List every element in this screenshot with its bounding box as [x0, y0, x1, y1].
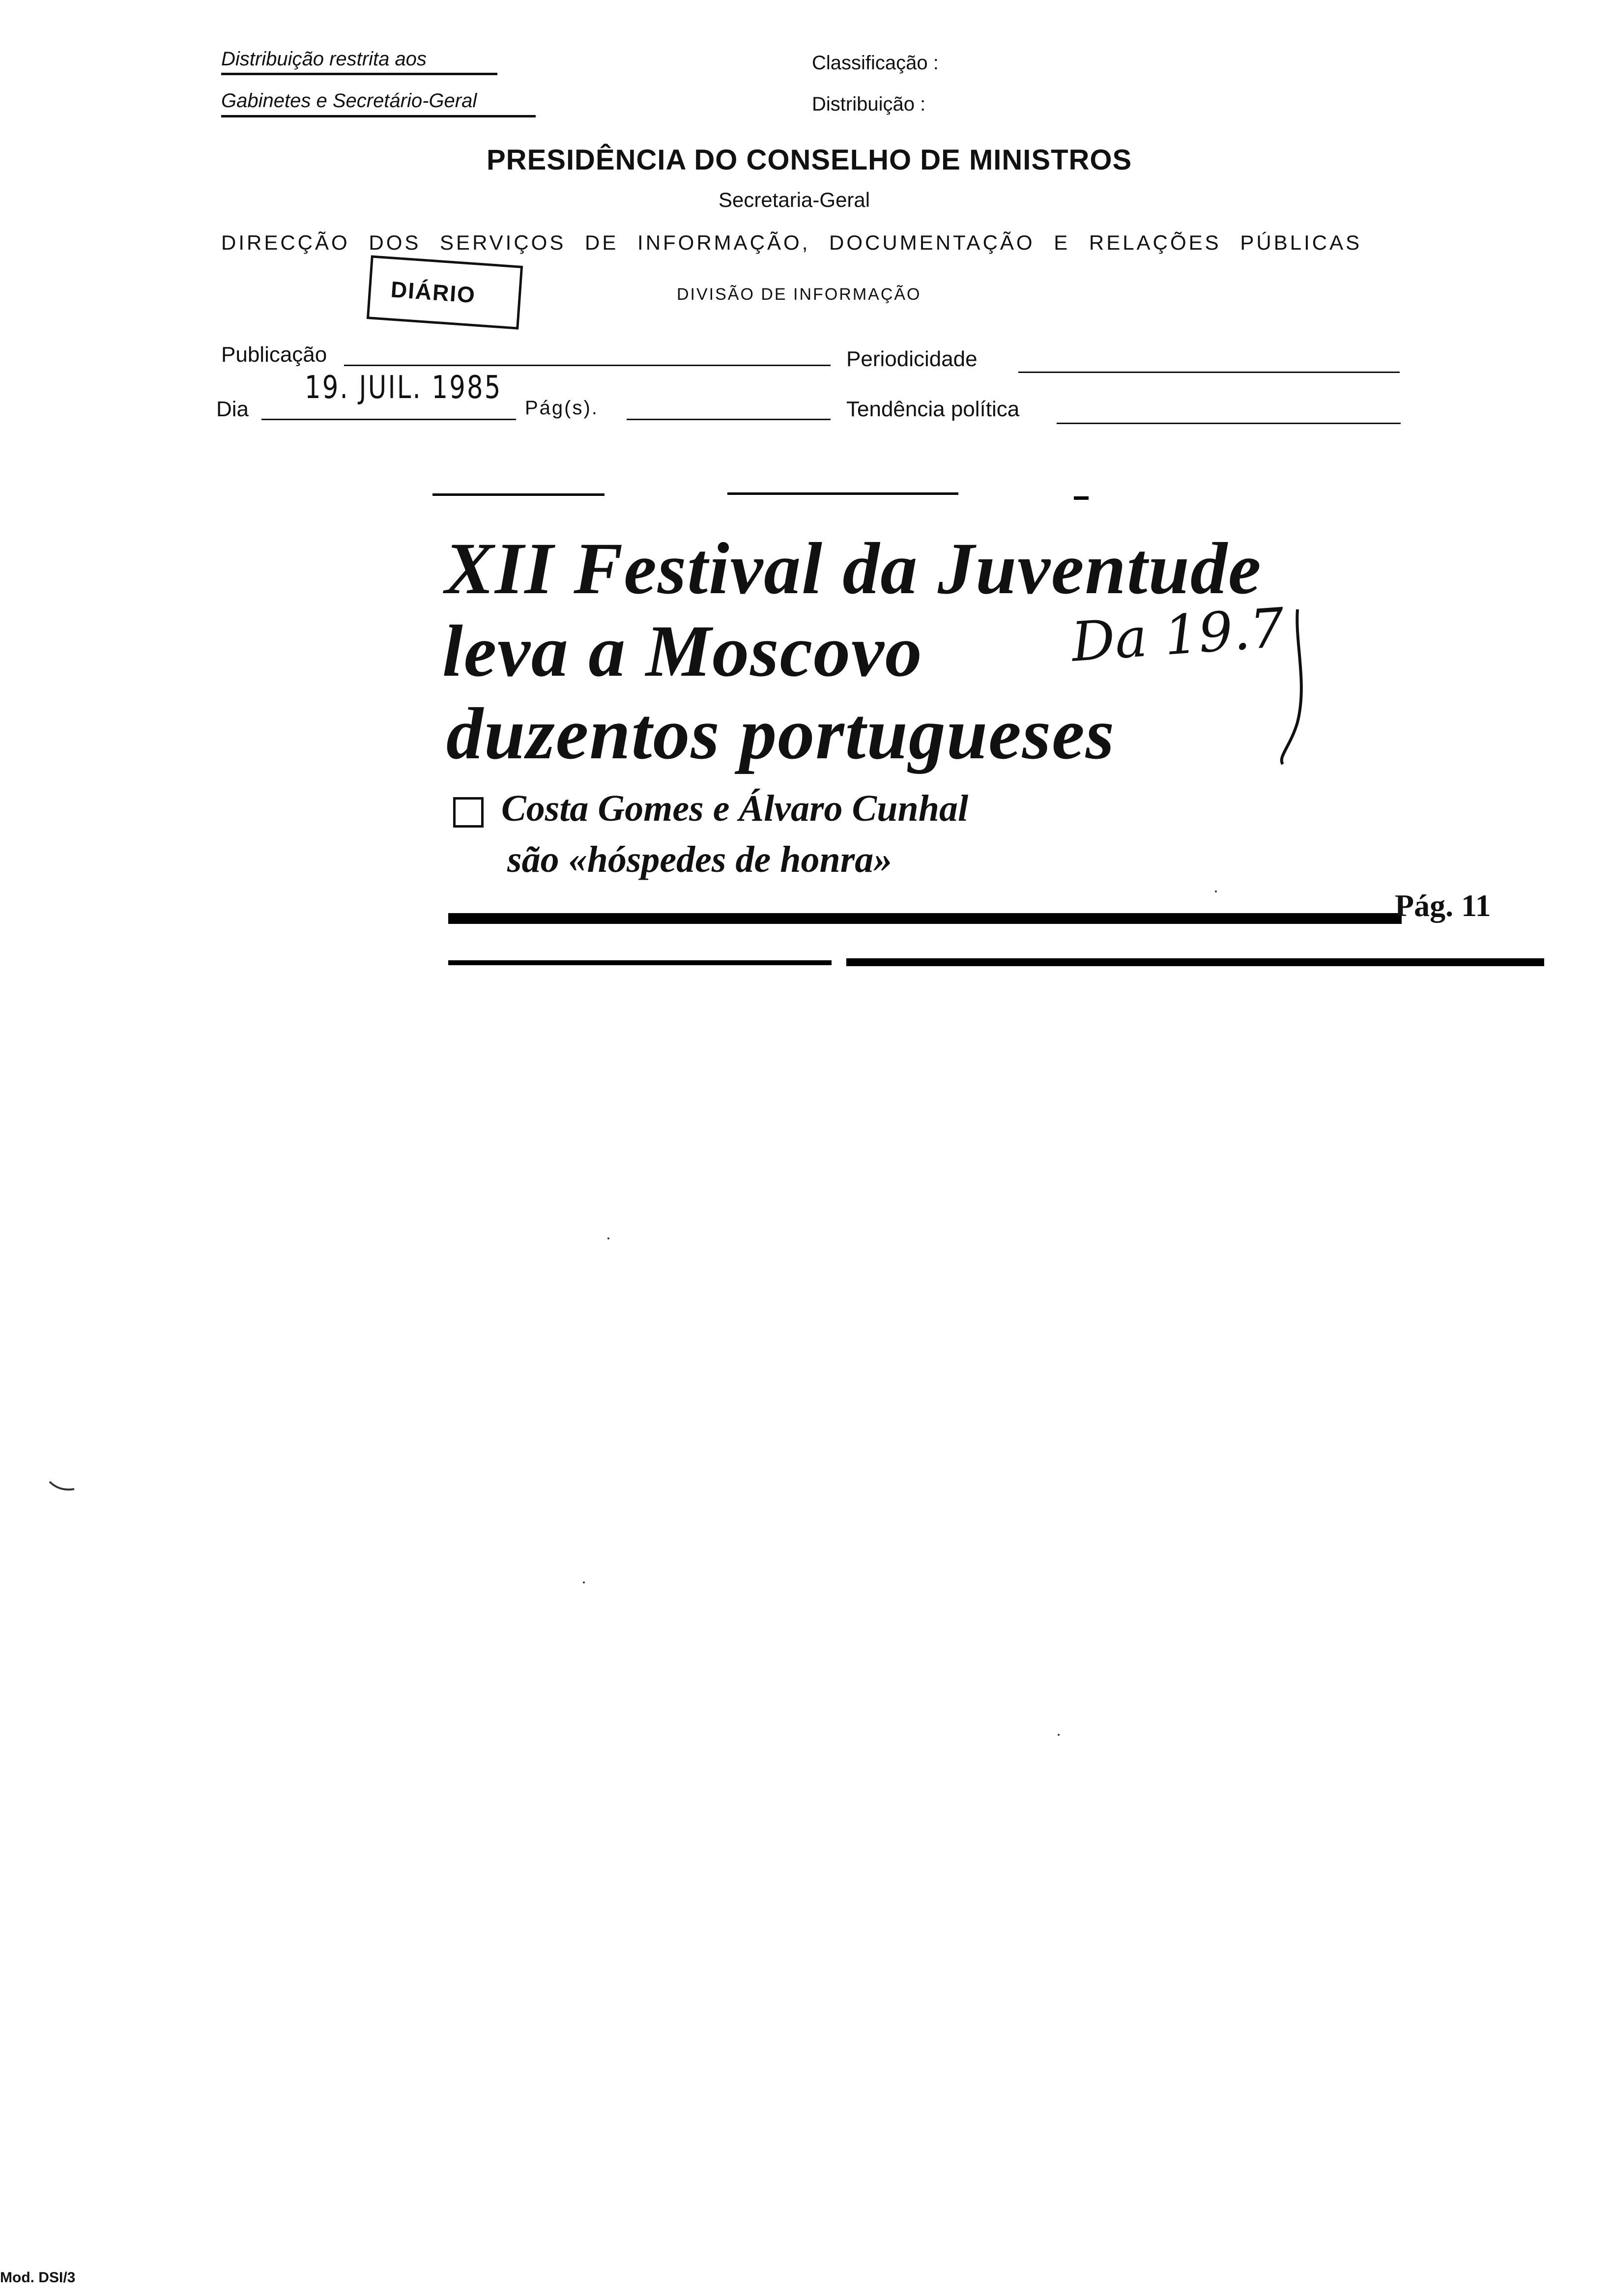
headline-line2: leva a Moscovo — [442, 610, 923, 692]
dia-label: Dia — [216, 397, 249, 421]
subhead-line1: Costa Gomes e Álvaro Cunhal — [501, 788, 969, 829]
tendencia-label: Tendência política — [846, 397, 1020, 421]
pags-line — [627, 419, 831, 420]
dia-date-stamp: 19. JUIL. 1985 — [305, 370, 502, 406]
distribuicao-label: Distribuição : — [812, 93, 926, 115]
distribution-line1: Distribuição restrita aos — [221, 48, 427, 70]
page-rule-thick — [448, 913, 1402, 924]
publicacao-line — [344, 365, 831, 366]
clipping-top-rule-2 — [727, 492, 958, 495]
periodicidade-label: Periodicidade — [846, 347, 978, 371]
headline-line1: XII Festival da Juventude — [445, 528, 1262, 609]
periodicidade-line — [1018, 372, 1400, 373]
dia-line — [261, 419, 516, 420]
handwritten-stroke — [1268, 600, 1327, 767]
bottom-rule-left — [448, 960, 832, 965]
scan-speck — [1058, 1734, 1060, 1736]
diario-stamp — [367, 255, 523, 329]
subhead-box-icon — [453, 797, 484, 828]
headline-line3: duzentos portugueses — [446, 693, 1116, 775]
divisao-informacao: DIVISÃO DE INFORMAÇÃO — [677, 285, 921, 304]
distribution-underline1 — [221, 73, 497, 75]
scan-mark — [47, 1479, 77, 1494]
diario-stamp-label: DIÁRIO — [390, 276, 477, 308]
clipping-top-rule-1 — [432, 493, 604, 496]
bottom-rule-right — [846, 958, 1544, 966]
tendencia-line — [1057, 423, 1401, 424]
classificacao-label: Classificação : — [812, 52, 939, 74]
scan-speck — [607, 1237, 609, 1239]
subhead-line2: são «hóspedes de honra» — [507, 839, 892, 880]
handwritten-note: Da 19.7 — [1069, 596, 1287, 674]
pags-label: Pág(s). — [525, 397, 599, 419]
form-code: Mod. DSI/3 — [0, 2269, 76, 2286]
secretaria-geral: Secretaria-Geral — [719, 188, 870, 211]
distribution-underline2 — [221, 115, 536, 117]
scan-speck — [583, 1581, 585, 1583]
distribution-line2: Gabinetes e Secretário-Geral — [221, 90, 477, 112]
publicacao-label: Publicação — [221, 343, 327, 367]
clipping-top-rule-3 — [1074, 496, 1089, 500]
institution-title: PRESIDÊNCIA DO CONSELHO DE MINISTROS — [487, 144, 1132, 176]
page-reference: Pág. 11 — [1395, 888, 1491, 923]
scan-speck — [1215, 890, 1217, 892]
direccao-servicos: DIRECÇÃO DOS SERVIÇOS DE INFORMAÇÃO, DOCUMENTAÇÃO E RELAÇÕES PÚBLICAS — [221, 231, 1362, 254]
